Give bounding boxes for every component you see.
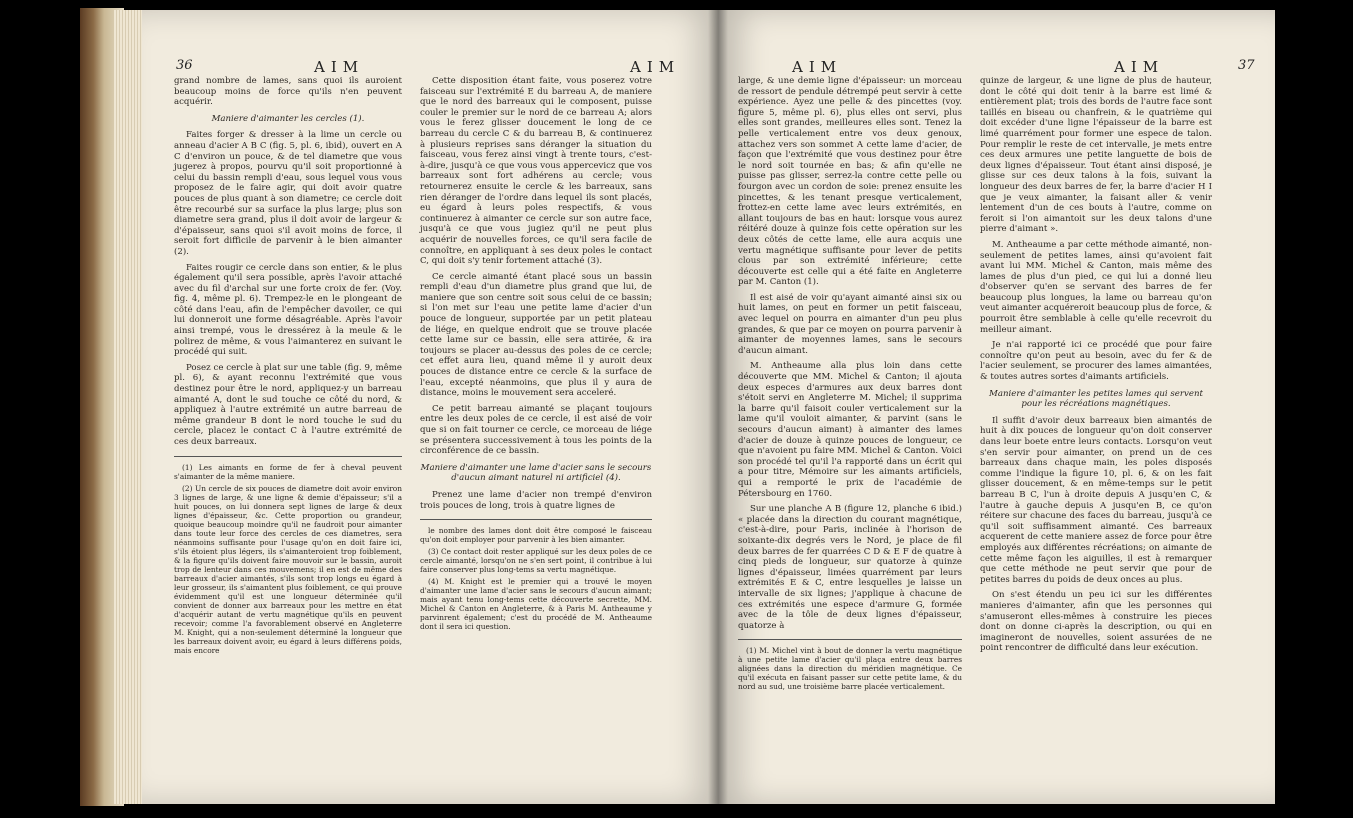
paragraph: M. Antheaume alla plus loin dans cette découverte que MM. Michel & Canton; il ajouta deux especes d'armures aux deux barres dont s'étoit servi en Angleterre M. Michel; il supprima la barre qu'il faisoit couler verticalement sur la lame qu'il vouloit aimanter, & parvint (sans le secours d'aucun aimant) à aimanter des lames d'acier de douze à quinze pouces de longueur, ce que n'avoient pu faire MM. Michel & Canton. Voici son procédé tel qu'il l'a rapporté dans un écrit qui a pour titre, Mémoire sur les aimants artificiels, qui a remporté le prix de l'académie de Pétersbourg en 1760.	[738, 361, 962, 499]
left-column-1	[174, 76, 402, 786]
footnote-rule	[174, 456, 402, 457]
footnote-rule	[420, 519, 652, 520]
left-page-number: 36	[176, 58, 193, 73]
footnote: le nombre des lames dont doit être composé le faisceau qu'on doit employer pour parvenir à les bien aimanter.	[420, 526, 652, 545]
paragraph: M. Antheaume a par cette méthode aimanté, non-seulement de petites lames, ainsi qu'avoient fait avant lui MM. Michel & Canton, mais même des lames de plus d'un pied, ce qui lui a donné lieu d'observer qu'en se servant des barres de fer beaucoup plus longues, la lame ou barreau qu'on veut aimanter acquéreroit beaucoup plus de force, & pourroit être semblable à celle qu'elle recevroit du meilleur aimant.	[980, 239, 1212, 335]
paragraph: Cette disposition étant faite, vous poserez votre faisceau sur l'extrémité E du barreau A, de maniere que le nord des barreaux qui le composent, puisse couler le premier sur le nord de ce barreau A; alors vous le ferez glisser doucement le long de ce barreau du cercle C & du barreau B, & continuerez à plusieurs reprises sans déranger la situation du faisceau, vous ferez ainsi vingt à trente tours, c'est-à-dire, jusqu'à ce que vous vous appercevicz que vos barreaux sont fort adhérens au cercle; vous retournerez ensuite le cercle & les barreaux, sans rien déranger de l'ordre dans lequel ils sont placés, eu égard à leurs poles respectifs, & vous continuerez à aimanter ce cercle sur son autre face, jusqu'à ce que vous jugiez qu'il ne peut plus acquérir de nouvelles forces, ce qu'il sera facile de connoître, en appliquant à ses deux poles le contact C, qui doit s'y tenir fortement attaché (3).	[420, 76, 652, 267]
section-heading: Maniere d'aimanter les cercles (1).	[211, 113, 365, 124]
paragraph: On s'est étendu un peu ici sur les différentes manieres d'aimanter, afin que les personnes qui s'amuseront elles-mêmes à construire les pieces dont on donne ci-après la description, ou qui en imagineront de nouvelles, soient assurées de ne point rencontrer de difficulté dans leur exécution.	[980, 590, 1212, 654]
paragraph: Il est aisé de voir qu'ayant aimanté ainsi six ou huit lames, on peut en former un petit faisceau, avec lequel on pourra en aimanter d'un peu plus grandes, & que par ce moyen on pourra parvenir à aimanter de moyennes lames, sans le secours d'aucun aimant.	[738, 292, 962, 356]
paragraph: Prenez une lame d'acier non trempé d'environ trois pouces de long, trois à quatre lignes de	[420, 489, 652, 511]
right-column-2	[980, 76, 1212, 786]
paragraph: grand nombre de lames, sans quoi ils auroient beaucoup moins de force qu'ils n'en peuvent acquérir.	[174, 76, 402, 108]
footnote: (4) M. Knight est le premier qui a trouvé le moyen d'aimanter une lame d'acier sans le secours d'aucun aimant; mais ayant tenu long-tems cette découverte secrette, MM. Michel & Canton en Angleterre, & à Paris M. Antheaume y parvinrent également; c'est du procédé de M. Antheaume dont il sera ici question.	[420, 577, 652, 632]
paragraph: Faites rougir ce cercle dans son entier, & le plus également qu'il sera possible, après l'avoir attaché avec du fil d'archal sur une forte croix de fer. (Voy. fig. 4, même pl. 6). Trempez-le en le plongeant de côté dans l'eau, afin de l'empêcher davoiler, ce qui lui donneroit une forme désagréable. Après l'avoir ainsi trempé, vous le dressérez à la meule & le polirez de même, & vous l'aimanterez en suivant le procédé qui suit.	[174, 262, 402, 358]
left-column-2	[420, 76, 652, 786]
footnotes	[738, 646, 962, 691]
footnote: (1) M. Michel vint à bout de donner la vertu magnétique à une petite lame d'acier qu'il plaça entre deux barres alignées dans la direction du méridien magnétique. Ce qu'il exécuta en faisant passer sur cette petite lame, & du nord au sud, une troisième barre placée verticalement.	[738, 646, 962, 692]
paragraph: Ce cercle aimanté étant placé sous un bassin rempli d'eau d'un diametre plus grand que lui, de maniere que son centre soit sous celui de ce bassin; si l'on met sur l'eau une petite lame d'acier d'un pouce de longueur, supportée par un petit plateau de liége, en quelque endroit que se trouve placée cette lame sur ce bassin, elle sera attirée, & ira toujours se placer au-dessus des poles de ce cercle; cet effet aura lieu, quand même il y auroit deux pouces de distance entre ce cercle & la surface de l'eau, excepté néanmoins, que plus il y aura de distance, moins le mouvement sera acceleré.	[420, 271, 652, 399]
open-book	[80, 8, 1275, 806]
section-heading: Maniere d'aimanter les petites lames qui servent pour les récréations magnétiques.	[989, 388, 1203, 410]
paragraph: Posez ce cercle à plat sur une table (fig. 9, même pl. 6), & ayant reconnu l'extrémité que vous destinez pour être le nord, appliquez-y un barreau aimanté A, dont le sud touche ce côté du nord, & appliquez à l'autre extrémité un autre barreau de même grandeur B dont le nord touche le sud du cercle, placez le contact C à l'autre extrémité de ces deux barreaux.	[174, 362, 402, 447]
left-page	[142, 10, 718, 804]
paragraph: Je n'ai rapporté ici ce procédé que pour faire connoître qu'on peut au besoin, avec du fer & de l'acier seulement, se procurer des lames aimantées, & toutes autres sortes d'aimants artificiels.	[980, 340, 1212, 383]
paragraph: Sur une planche A B (figure 12, planche 6 ibid.) « placée dans la direction du courant magnétique, c'est-à-dire, pour Paris, inclinée à l'horison de soixante-dix degrés vers le Nord, je place de fil deux barres de fer quarrées C D & E F de quatre à cinq pieds de longueur, sur quatorze à quinze lignes d'épaisseur, limées quarrément par leurs extrémités E & C, entre lesquelles je laisse un intervalle de six lignes; j'applique à chacune de ces extrémités une espece d'armure G, formée avec de la tôle de deux lignes d'épaisseur, quatorze à	[738, 504, 962, 631]
footnote-rule	[738, 639, 962, 640]
paragraph: quinze de largeur, & une ligne de plus de hauteur, dont le côté qui doit tenir à la barre est limé & entièrement plat; trois des bords de l'autre face sont taillés en biseau ou chanfrein, & le quatrième qui doit excéder d'une ligne l'épaisseur de la barre est limé quarrément pour former une espece de talon. Pour remplir le reste de cet intervalle, je mets entre ces deux armures une petite languette de bois de deux lignes d'épaisseur. Tout étant ainsi disposé, je glisse sur ces deux talons à la fois, suivant la longueur des deux barres de fer, la barre d'acier H I que je veux aimanter, la faisant aller & venir lentement d'un de ces bouts à l'autre, comme on feroit si l'on aimantoit sur les deux talons d'une pierre d'aimant ».	[980, 76, 1212, 235]
paragraph: Il suffit d'avoir deux barreaux bien aimantés de huit à dix pouces de longueur qu'on doit conserver dans leur boete entre leurs contacts. Lorsqu'on veut s'en servir pour aimanter, on prend un de ces barreaux dans chaque main, les poles disposés comme l'indique la figure 10, pl. 6, & on les fait glisser doucement, & en même-temps sur le petit barreau B C, l'un à droite depuis A jusqu'en C, & l'autre à gauche depuis A jusqu'en B, ce qu'on réitere sur chacune des faces du barreau, jusqu'à ce qu'il soit suffisamment aimanté. Ces barreaux acquerent de cette maniere assez de force pour être employés aux différentes récréations; on aimante de cette même façon les aiguilles, il est à remarquer que cette méthode ne peut servir que pour de petites barres du poids de deux onces au plus.	[980, 415, 1212, 585]
left-running-title-1: AIM	[314, 58, 365, 76]
right-page-number: 37	[1238, 58, 1255, 73]
section-heading: Maniere d'aimanter une lame d'acier sans le secours d'aucun aimant naturel ni artificiel (4).	[420, 462, 652, 484]
right-running-title-2: AIM	[1114, 58, 1165, 76]
paragraph: large, & une demie ligne d'épaisseur: un morceau de ressort de pendule détrempé peut servir à cette expérience. Ayez une pelle & des pincettes (voy. figure 5, même pl. 6), plus elles ont servi, plus elles sont grandes, meilleures elles sont. Tenez la pelle verticalement entre vos deux genoux, attachez vers son sommet A cette lame d'acier, de façon que l'extrémité que vous destinez pour être le nord soit tournée en bas; & afin qu'elle ne puisse pas glisser, serrez-la contre cette pelle ou fourgon avec un cordon de soie: prenez ensuite les pincettes, & les tenant presque verticalement, frottez-en cette lame avec leurs extrémités, en allant toujours de bas en haut: lorsque vous aurez réitéré douze à quinze fois cette opération sur les deux côtés de cette lame, elle aura acquis une vertu magnétique suffisante pour lever de petits clous par son extrémité inférieure; cette découverte est celle qui a été faite en Angleterre par M. Canton (1).	[738, 76, 962, 288]
right-page	[718, 10, 1275, 804]
left-running-title-2: AIM	[630, 58, 681, 76]
paragraph: Ce petit barreau aimanté se plaçant toujours entre les deux poles de ce cercle, il est aisé de voir que si on fait tourner ce cercle, ce morceau de liége se présentera successivement à tous les points de la circonférence de ce bassin.	[420, 403, 652, 457]
right-column-1	[738, 76, 962, 786]
footnotes	[420, 526, 652, 631]
paragraph: Faites forger & dresser à la lime un cercle ou anneau d'acier A B C (fig. 5, pl. 6, ibid), ouvert en A C d'environ un pouce, & de tel diametre que vous jugerez à propos, pourvu qu'il soit proportionné à celui du bassin rempli d'eau, sous lequel vous vous proposez de le faire agir, qui doit avoir quatre pouces de plus quant à son diametre; ce cercle doit être recourbé sur sa surface la plus large; plus son diametre sera grand, plus il doit avoir de largeur & d'épaisseur, sans quoi s'il avoit moins de force, il seroit fort difficile de parvenir à le bien aimanter (2).	[174, 130, 402, 257]
footnotes	[174, 463, 402, 655]
footnote: (3) Ce contact doit rester appliqué sur les deux poles de ce cercle aimanté, lorsqu'on ne s'en sert point, il contribue à lui faire conserver plus long-tems sa vertu magnétique.	[420, 547, 652, 575]
right-running-title-1: AIM	[792, 58, 843, 76]
book-gutter	[708, 8, 728, 806]
footnote: (1) Les aimants en forme de fer à cheval peuvent s'aimanter de la même maniere.	[174, 462, 402, 481]
footnote: (2) Un cercle de six pouces de diametre doit avoir environ 3 lignes de large, & une ligne & demie d'épaisseur; s'il a huit pouces, on lui donnera sept lignes de large & deux lignes d'épaisseur, &c. Cette proportion ou grandeur, quoique beaucoup moindre qu'il ne faudroit pour aimanter dans toute leur force des cercles de ces diametres, sera néanmoins suffisante pour l'usage qu'on en doit faire ici, s'ils étoient plus légers, ils s'aimanteroient trop foiblement, & la figure qu'ils doivent faire mouvoir sur le bassin, auroit trop de lenteur dans ces mouvemens; il en est de même des barreaux d'acier aimantés, s'ils sont trop longs eu égard à leur grosseur, ils s'aimantent plus foiblement, ce qui prouve évidemment qu'il est une longueur déterminée qu'il convient de donner aux barreaux pour les mettre en état d'acquérir autant de vertu magnétique qu'ils en peuvent recevoir; comme l'a favorablement observé en Angleterre M. Knight, qui a non-seulement déterminé la longueur que les barreaux doivent avoir, eu égard à leurs différens poids, mais encore	[174, 483, 402, 655]
